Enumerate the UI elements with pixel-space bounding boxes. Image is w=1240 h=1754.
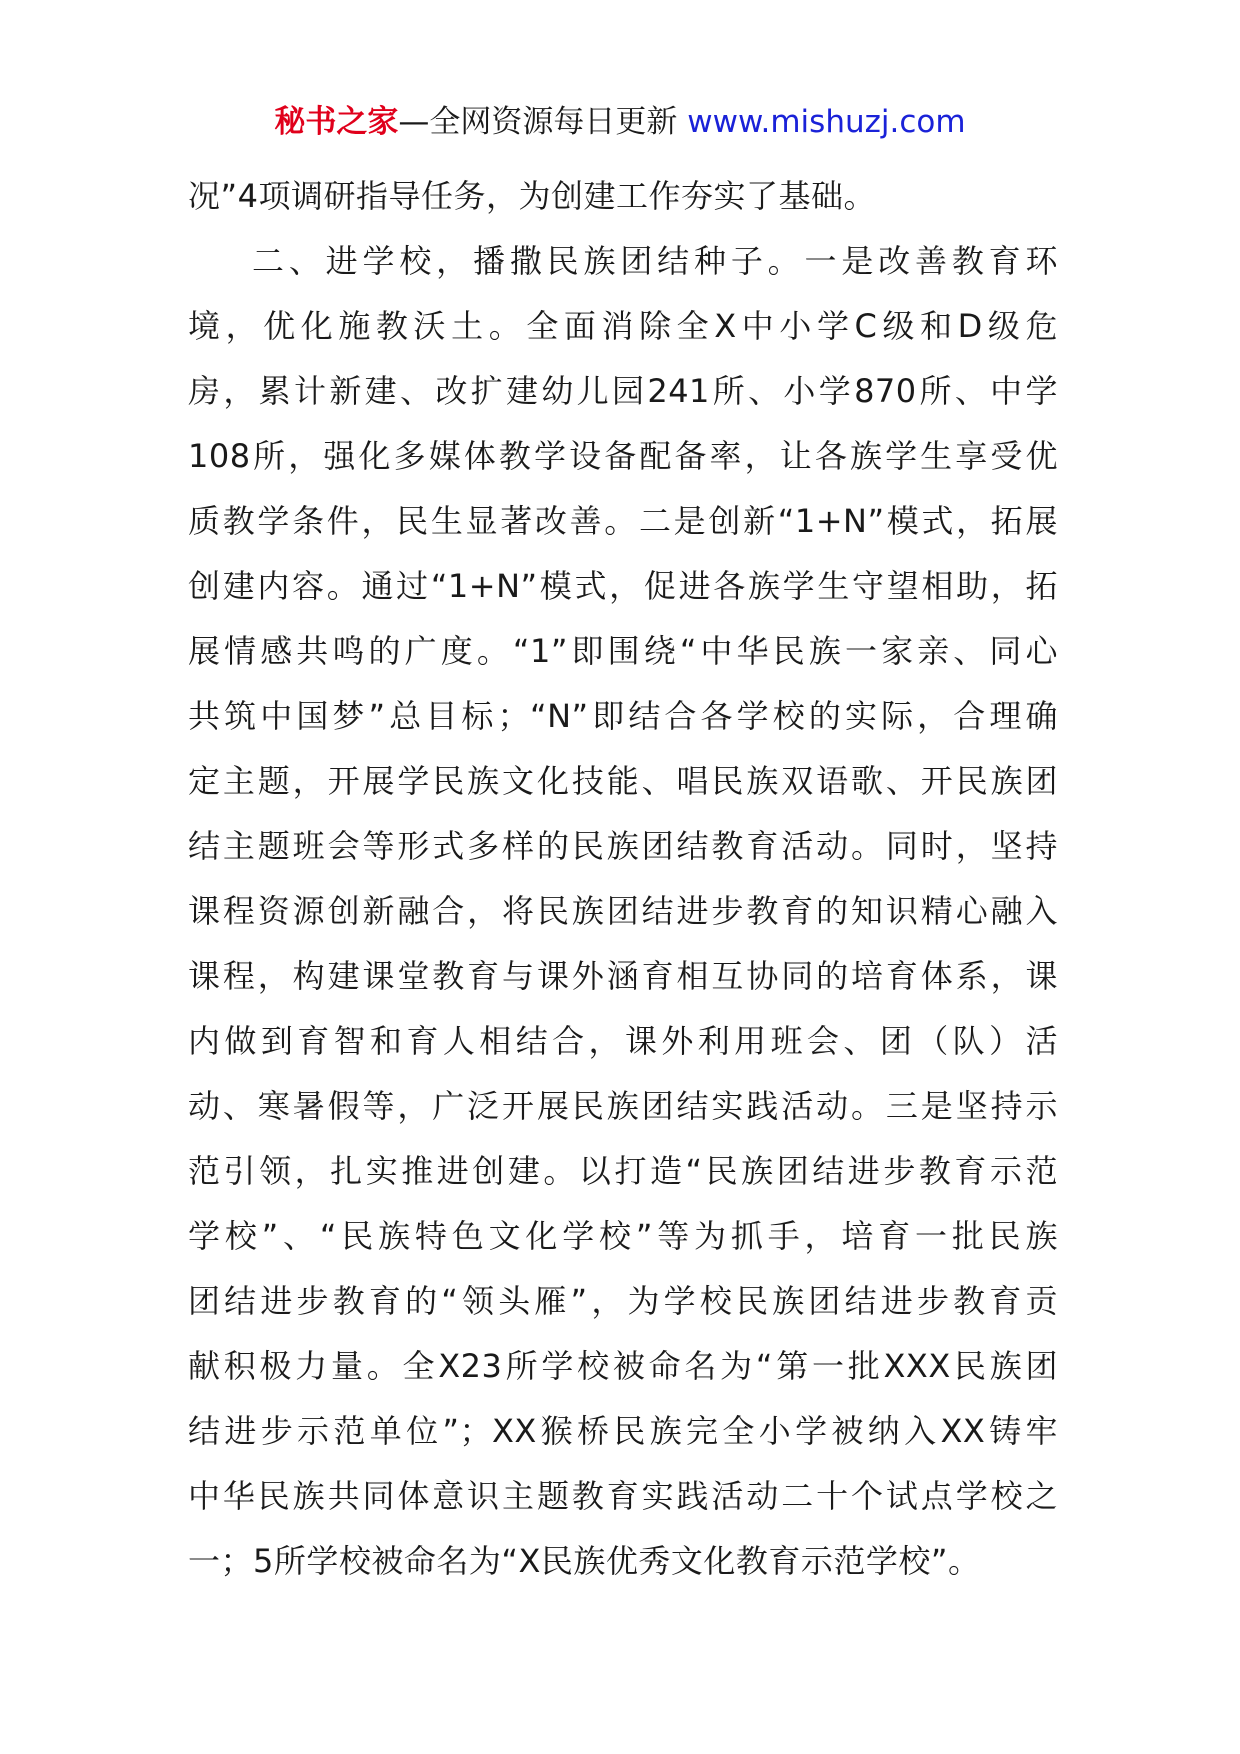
text-line: 创建内容。通过“1+N”模式，促进各族学生守望相助，拓 [188, 567, 1058, 605]
text-line: 展情感共鸣的广度。“1”即围绕“中华民族一家亲、同心 [188, 632, 1058, 670]
text-line: 献积极力量。全X23所学校被命名为“第一批XXX民族团 [188, 1347, 1058, 1385]
text-line: 范引领，扎实推进创建。以打造“民族团结进步教育示范 [188, 1152, 1058, 1190]
brand-name: 秘书之家 [274, 104, 399, 140]
text-line: 结主题班会等形式多样的民族团结教育活动。同时，坚持 [188, 827, 1058, 865]
text-line: 况”4项调研指导任务，为创建工作夯实了基础。 [188, 177, 876, 215]
site-url-link[interactable]: www.mishuzj.com [687, 104, 966, 140]
text-line: 房，累计新建、改扩建幼儿园241所、小学870所、中学 [188, 372, 1058, 410]
text-line: 课程，构建课堂教育与课外涵育相互协同的培育体系，课 [188, 957, 1058, 995]
text-line: 中华民族共同体意识主题教育实践活动二十个试点学校之 [188, 1477, 1058, 1515]
text-line: 共筑中国梦”总目标；“N”即结合各学校的实际，合理确 [188, 697, 1058, 735]
header-tagline: —全网资源每日更新 [398, 104, 678, 140]
page-header [0, 100, 1240, 144]
text-line: 二、进学校，播撒民族团结种子。一是改善教育环 [252, 242, 1058, 280]
text-line: 108所，强化多媒体教学设备配备率，让各族学生享受优 [188, 437, 1058, 475]
text-line: 动、寒暑假等，广泛开展民族团结实践活动。三是坚持示 [188, 1087, 1058, 1125]
text-line: 学校”、“民族特色文化学校”等为抓手，培育一批民族 [188, 1217, 1058, 1255]
text-line: 结进步示范单位”；XX猴桥民族完全小学被纳入XX铸牢 [188, 1412, 1058, 1450]
text-line: 团结进步教育的“领头雁”，为学校民族团结进步教育贡 [188, 1282, 1058, 1320]
document-body [188, 164, 1058, 1594]
text-line: 定主题，开展学民族文化技能、唱民族双语歌、开民族团 [188, 762, 1058, 800]
text-line: 境，优化施教沃土。全面消除全X中小学C级和D级危 [188, 307, 1058, 345]
text-line: 内做到育智和育人相结合，课外利用班会、团（队）活 [188, 1022, 1058, 1060]
text-line: 课程资源创新融合，将民族团结进步教育的知识精心融入 [188, 892, 1058, 930]
text-line: 一；5所学校被命名为“X民族优秀文化教育示范学校”。 [188, 1542, 981, 1580]
text-line: 质教学条件，民生显著改善。二是创新“1+N”模式，拓展 [188, 502, 1058, 540]
